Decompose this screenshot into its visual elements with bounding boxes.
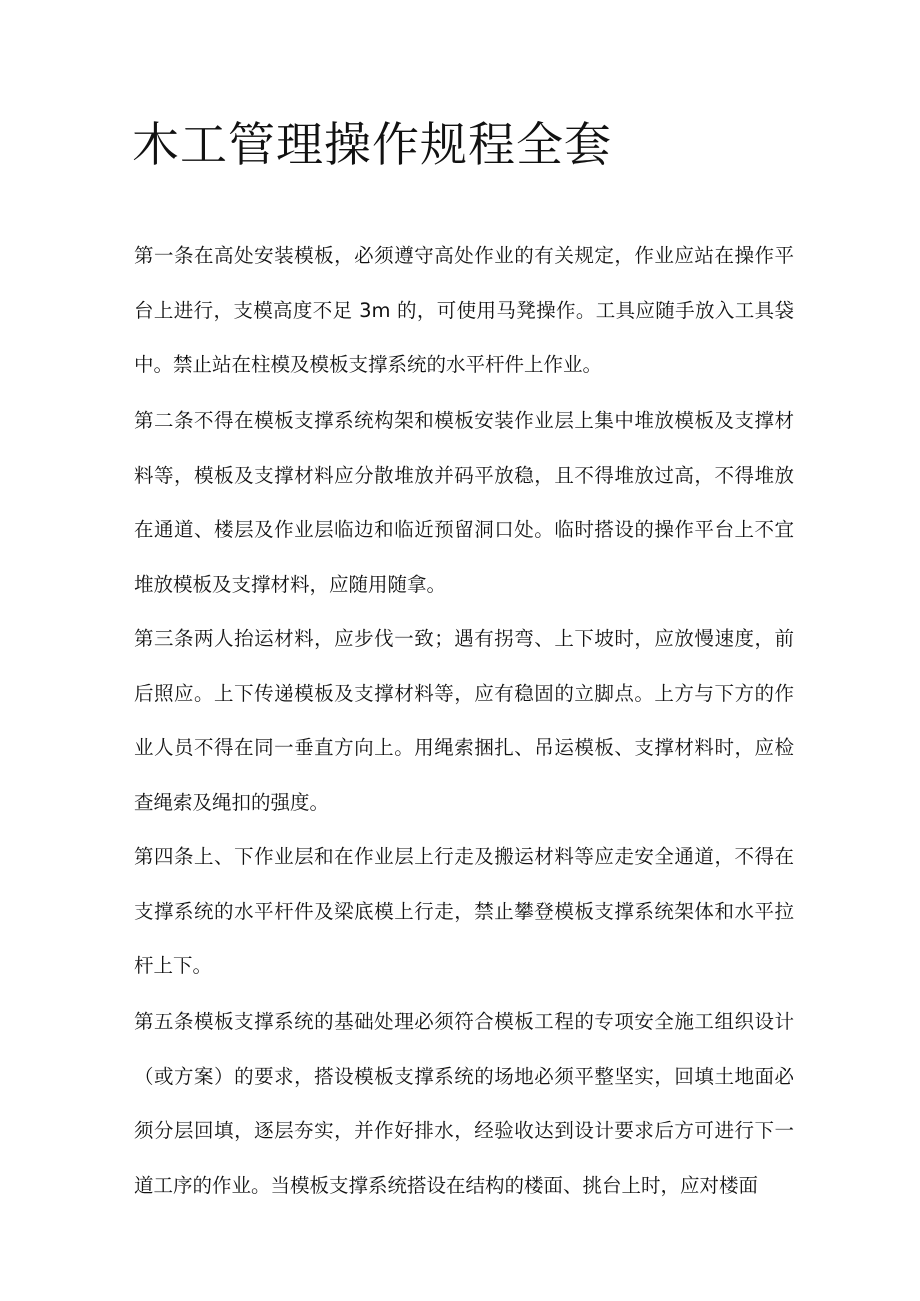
article-2: 第二条不得在模板支撑系统构架和模板安装作业层上集中堆放模板及支撑材料等，模板及支撑材料应分散堆放并码平放稳，且不得堆放过高，不得堆放在通道、楼层及作业层临边和临近预留洞口处。临时搭设的操作平台上不宜堆放模板及支撑材料，应随用随拿。 bbox=[134, 409, 794, 596]
article-1: 第一条在高处安装模板，必须遵守高处作业的有关规定，作业应站在操作平台上进行，支模高度不足 3m 的，可使用马凳操作。工具应随手放入工具袋中。禁止站在柱模及模板支撑系统的水平杆件上作业。 bbox=[134, 244, 794, 376]
document-title: 木工管理操作规程全套 bbox=[132, 118, 612, 173]
article-3: 第三条两人抬运材料，应步伐一致；遇有拐弯、上下坡时，应放慢速度，前后照应。上下传递模板及支撑材料等，应有稳固的立脚点。上方与下方的作业人员不得在同一垂直方向上。用绳索捆扎、吊运模板、支撑材料时，应检查绳索及绳扣的强度。 bbox=[134, 627, 794, 814]
article-4: 第四条上、下作业层和在作业层上行走及搬运材料等应走安全通道，不得在支撑系统的水平杆件及梁底模上行走，禁止攀登模板支撑系统架体和水平拉杆上下。 bbox=[134, 845, 794, 977]
article-5: 第五条模板支撑系统的基础处理必须符合模板工程的专项安全施工组织设计（或方案）的要求，搭设模板支撑系统的场地必须平整坚实，回填土地面必须分层回填，逐层夯实，并作好排水，经验收达到设计要求后方可进行下一道工序的作业。当模板支撑系统搭设在结构的楼面、挑台上时，应对楼面 bbox=[134, 1010, 794, 1197]
